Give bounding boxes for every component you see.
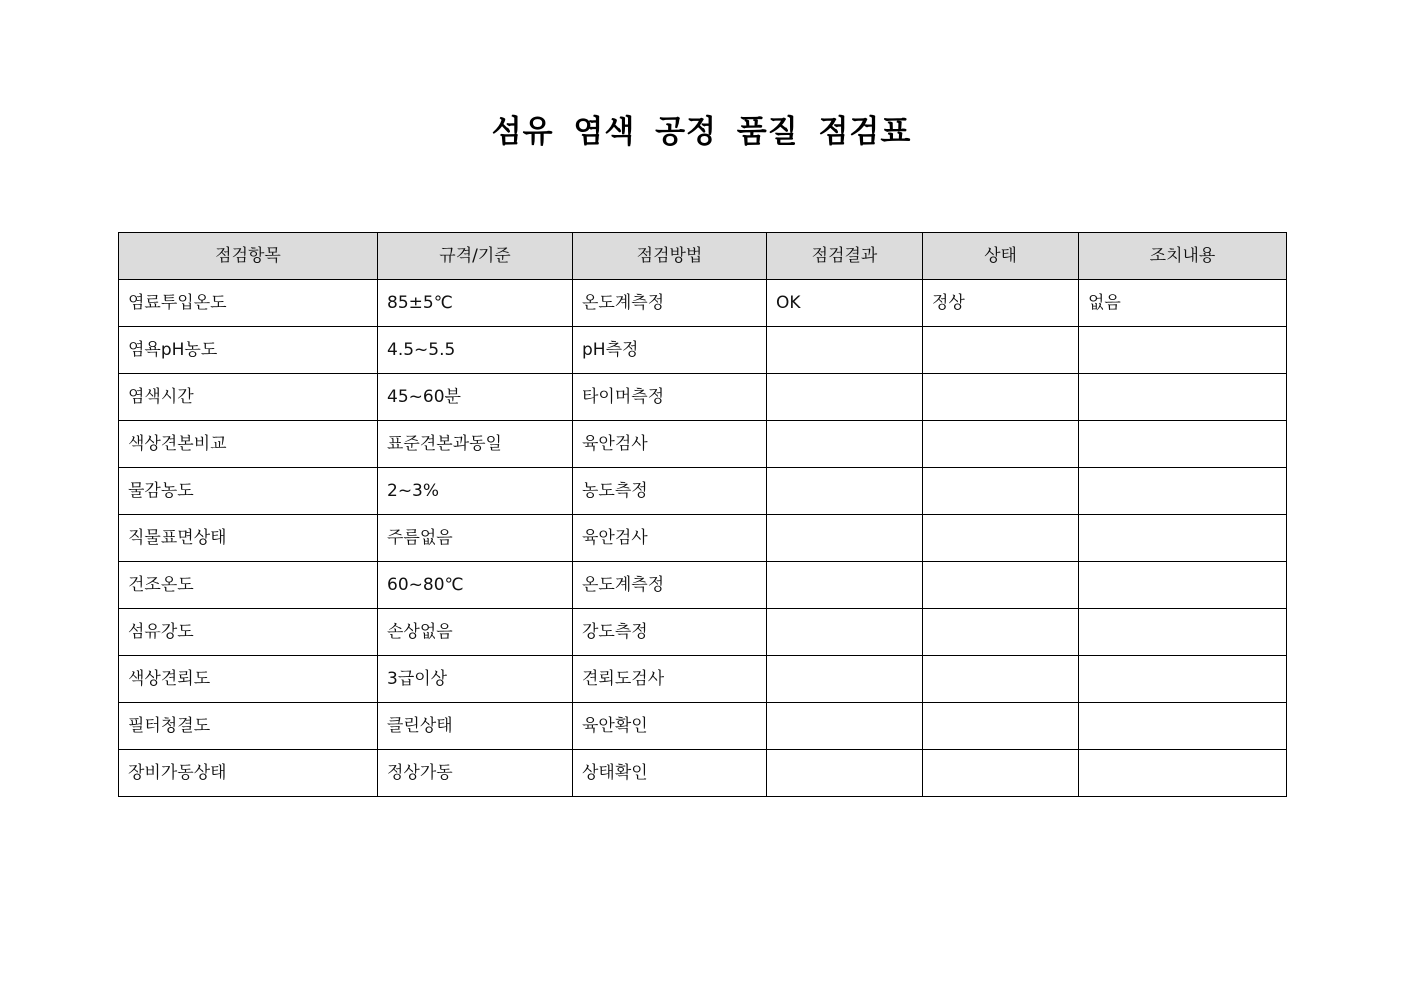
- cell-specification: 정상가동: [378, 750, 573, 797]
- cell-inspection-method: 육안확인: [573, 703, 767, 750]
- cell-status[interactable]: [923, 374, 1079, 421]
- table-row: [119, 468, 1287, 515]
- cell-action-taken[interactable]: 없음: [1079, 280, 1287, 327]
- inspection-table: [118, 232, 1287, 797]
- cell-action-taken[interactable]: [1079, 374, 1287, 421]
- header-specification: 규격/기준: [378, 233, 573, 280]
- cell-inspection-method: 농도측정: [573, 468, 767, 515]
- table-row: [119, 374, 1287, 421]
- cell-status[interactable]: [923, 562, 1079, 609]
- cell-inspection-method: 온도계측정: [573, 562, 767, 609]
- document-title: 섬유 염색 공정 품질 점검표: [491, 114, 912, 150]
- table-body: [119, 280, 1287, 797]
- cell-inspection-method: 육안검사: [573, 515, 767, 562]
- cell-specification: 4.5~5.5: [378, 327, 573, 374]
- cell-inspection-item: 건조온도: [119, 562, 378, 609]
- cell-status[interactable]: [923, 515, 1079, 562]
- cell-action-taken[interactable]: [1079, 515, 1287, 562]
- cell-specification: 85±5℃: [378, 280, 573, 327]
- cell-inspection-result[interactable]: [767, 609, 923, 656]
- cell-inspection-result[interactable]: [767, 515, 923, 562]
- cell-inspection-method: 타이머측정: [573, 374, 767, 421]
- table-row: [119, 280, 1287, 327]
- cell-inspection-result[interactable]: [767, 374, 923, 421]
- cell-inspection-result[interactable]: [767, 327, 923, 374]
- cell-inspection-method: 상태확인: [573, 750, 767, 797]
- header-action-taken: 조치내용: [1079, 233, 1287, 280]
- cell-inspection-item: 장비가동상태: [119, 750, 378, 797]
- header-inspection-result: 점검결과: [767, 233, 923, 280]
- cell-inspection-item: 염료투입온도: [119, 280, 378, 327]
- cell-inspection-result[interactable]: [767, 750, 923, 797]
- cell-status[interactable]: [923, 609, 1079, 656]
- table-row: [119, 656, 1287, 703]
- cell-inspection-method: pH측정: [573, 327, 767, 374]
- cell-specification: 2~3%: [378, 468, 573, 515]
- cell-status[interactable]: [923, 656, 1079, 703]
- cell-status[interactable]: 정상: [923, 280, 1079, 327]
- table-row: [119, 609, 1287, 656]
- cell-action-taken[interactable]: [1079, 656, 1287, 703]
- cell-inspection-item: 섬유강도: [119, 609, 378, 656]
- cell-specification: 주름없음: [378, 515, 573, 562]
- cell-inspection-method: 온도계측정: [573, 280, 767, 327]
- cell-inspection-result[interactable]: OK: [767, 280, 923, 327]
- cell-action-taken[interactable]: [1079, 468, 1287, 515]
- cell-specification: 손상없음: [378, 609, 573, 656]
- table-row: [119, 703, 1287, 750]
- cell-inspection-result[interactable]: [767, 468, 923, 515]
- header-inspection-method: 점검방법: [573, 233, 767, 280]
- cell-action-taken[interactable]: [1079, 703, 1287, 750]
- cell-inspection-item: 색상견본비교: [119, 421, 378, 468]
- cell-action-taken[interactable]: [1079, 750, 1287, 797]
- table-row: [119, 327, 1287, 374]
- header-inspection-item: 점검항목: [119, 233, 378, 280]
- cell-status[interactable]: [923, 327, 1079, 374]
- cell-inspection-method: 강도측정: [573, 609, 767, 656]
- cell-status[interactable]: [923, 468, 1079, 515]
- cell-specification: 60~80℃: [378, 562, 573, 609]
- cell-inspection-result[interactable]: [767, 703, 923, 750]
- cell-specification: 45~60분: [378, 374, 573, 421]
- cell-inspection-result[interactable]: [767, 562, 923, 609]
- header-status: 상태: [923, 233, 1079, 280]
- table-header: [119, 233, 1287, 280]
- cell-inspection-item: 물감농도: [119, 468, 378, 515]
- cell-inspection-item: 직물표면상태: [119, 515, 378, 562]
- table-header-row: [119, 233, 1287, 280]
- cell-action-taken[interactable]: [1079, 327, 1287, 374]
- cell-inspection-item: 색상견뢰도: [119, 656, 378, 703]
- cell-inspection-method: 견뢰도검사: [573, 656, 767, 703]
- cell-status[interactable]: [923, 750, 1079, 797]
- table-row: [119, 562, 1287, 609]
- table-row: [119, 750, 1287, 797]
- cell-specification: 클린상태: [378, 703, 573, 750]
- cell-status[interactable]: [923, 421, 1079, 468]
- cell-inspection-result[interactable]: [767, 421, 923, 468]
- cell-inspection-method: 육안검사: [573, 421, 767, 468]
- cell-inspection-item: 필터청결도: [119, 703, 378, 750]
- table-row: [119, 421, 1287, 468]
- cell-specification: 3급이상: [378, 656, 573, 703]
- cell-inspection-item: 염욕pH농도: [119, 327, 378, 374]
- cell-action-taken[interactable]: [1079, 609, 1287, 656]
- cell-specification: 표준견본과동일: [378, 421, 573, 468]
- cell-action-taken[interactable]: [1079, 421, 1287, 468]
- table-row: [119, 515, 1287, 562]
- cell-inspection-item: 염색시간: [119, 374, 378, 421]
- cell-action-taken[interactable]: [1079, 562, 1287, 609]
- cell-status[interactable]: [923, 703, 1079, 750]
- cell-inspection-result[interactable]: [767, 656, 923, 703]
